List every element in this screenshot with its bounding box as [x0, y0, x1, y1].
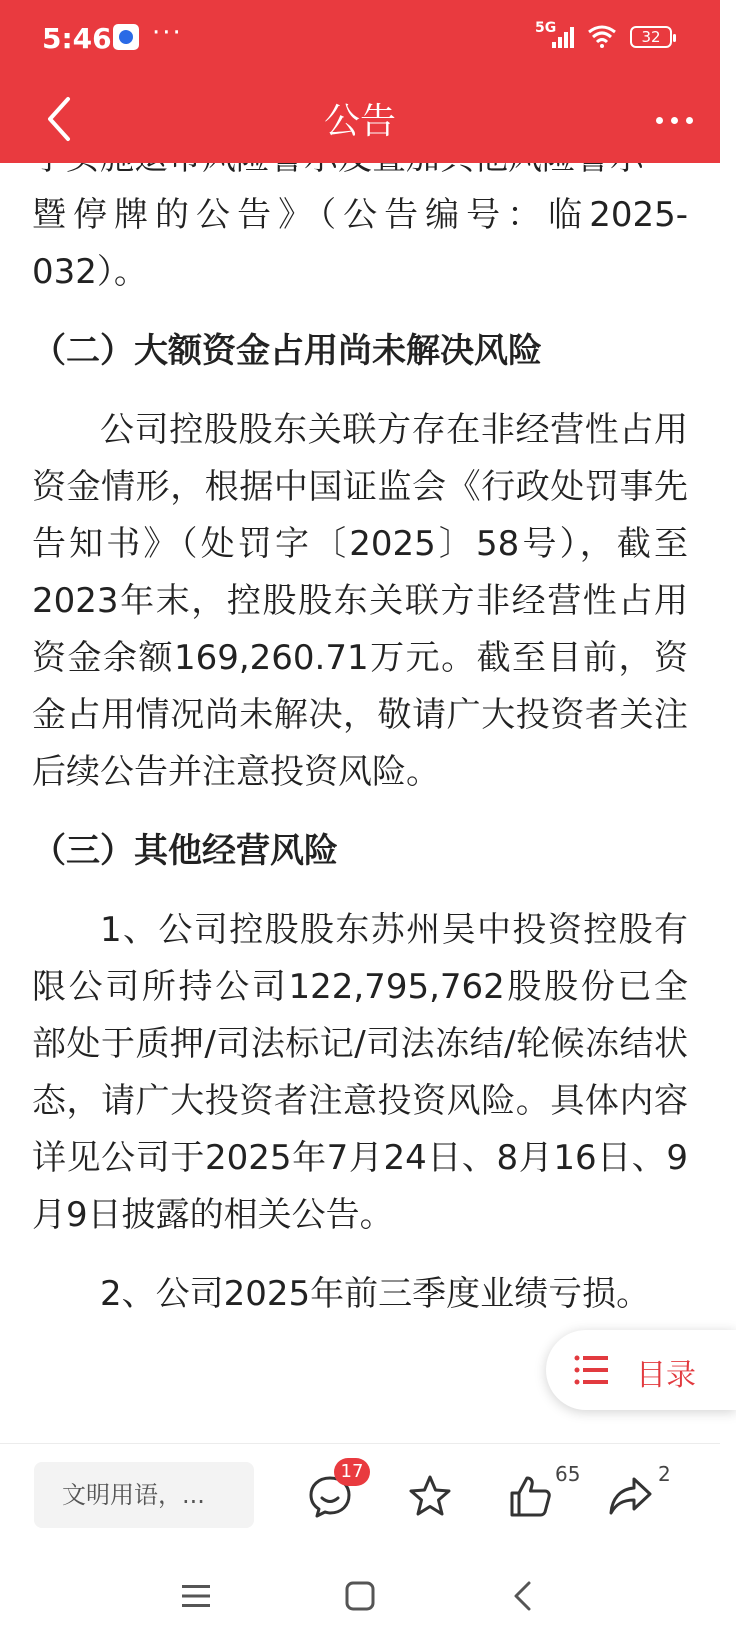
home-nav-icon[interactable] — [342, 1578, 378, 1614]
more-icon[interactable] — [652, 99, 698, 139]
share-icon[interactable] — [608, 1474, 652, 1518]
status-more-dots: ··· — [152, 18, 183, 48]
toc-button[interactable] — [546, 1330, 736, 1410]
menu-nav-icon[interactable] — [178, 1578, 214, 1614]
app-notification-icon — [113, 24, 139, 50]
article-paragraph: 公司控股股东关联方存在非经营性占用资金情形，根据中国证监会《行政处罚事先告知书》（处罚字〔2025〕58号），截至2023年末，控股股东关联方非经营性占用资金余额169,260.71万元。截至目前，资金占用情况尚未解决，敬请广大投资者关注后续公告并注意投资风险。 — [32, 410, 688, 792]
system-nav-bar — [0, 1550, 720, 1640]
article-paragraph: 2、公司2025年前三季度业绩亏损。 — [100, 1274, 651, 1314]
article-body — [0, 163, 720, 1443]
article-text: 暨停牌的公告》（公告编号：临2025-032）。 — [32, 195, 688, 292]
comment-count-badge: 17 — [334, 1458, 370, 1486]
section-heading: （三）其他经营风险 — [32, 831, 338, 871]
section-heading: （二）大额资金占用尚未解决风险 — [32, 331, 542, 371]
status-time: 5:46 — [42, 22, 112, 55]
header — [0, 75, 720, 163]
signal-icon — [552, 26, 580, 48]
wifi-icon — [587, 24, 617, 48]
toc-label: 目录 — [636, 1358, 696, 1393]
back-nav-icon[interactable] — [506, 1578, 542, 1614]
article-paragraph: 1、公司控股股东苏州吴中投资控股有限公司所持公司122,795,762股股份已全部处于质押/司法标记/司法冻结/轮候冻结状态，请广大投资者注意投资风险。具体内容详见公司于2025年7月24日、8月16日、9月9日披露的相关公告。 — [32, 910, 688, 1235]
comment-input[interactable]: 文明用语，... — [34, 1462, 254, 1528]
thumbs-up-icon[interactable] — [508, 1474, 552, 1518]
toc-list-icon — [574, 1354, 608, 1386]
top-bar — [0, 0, 720, 163]
share-count: 2 — [658, 1462, 671, 1486]
page-title: 公告 — [323, 101, 396, 142]
network-type: 5G — [535, 20, 557, 36]
action-bar — [0, 1443, 720, 1551]
like-count: 65 — [555, 1462, 581, 1486]
battery-icon: 32 — [630, 26, 672, 48]
status-bar — [0, 0, 720, 75]
star-icon[interactable] — [408, 1474, 452, 1518]
